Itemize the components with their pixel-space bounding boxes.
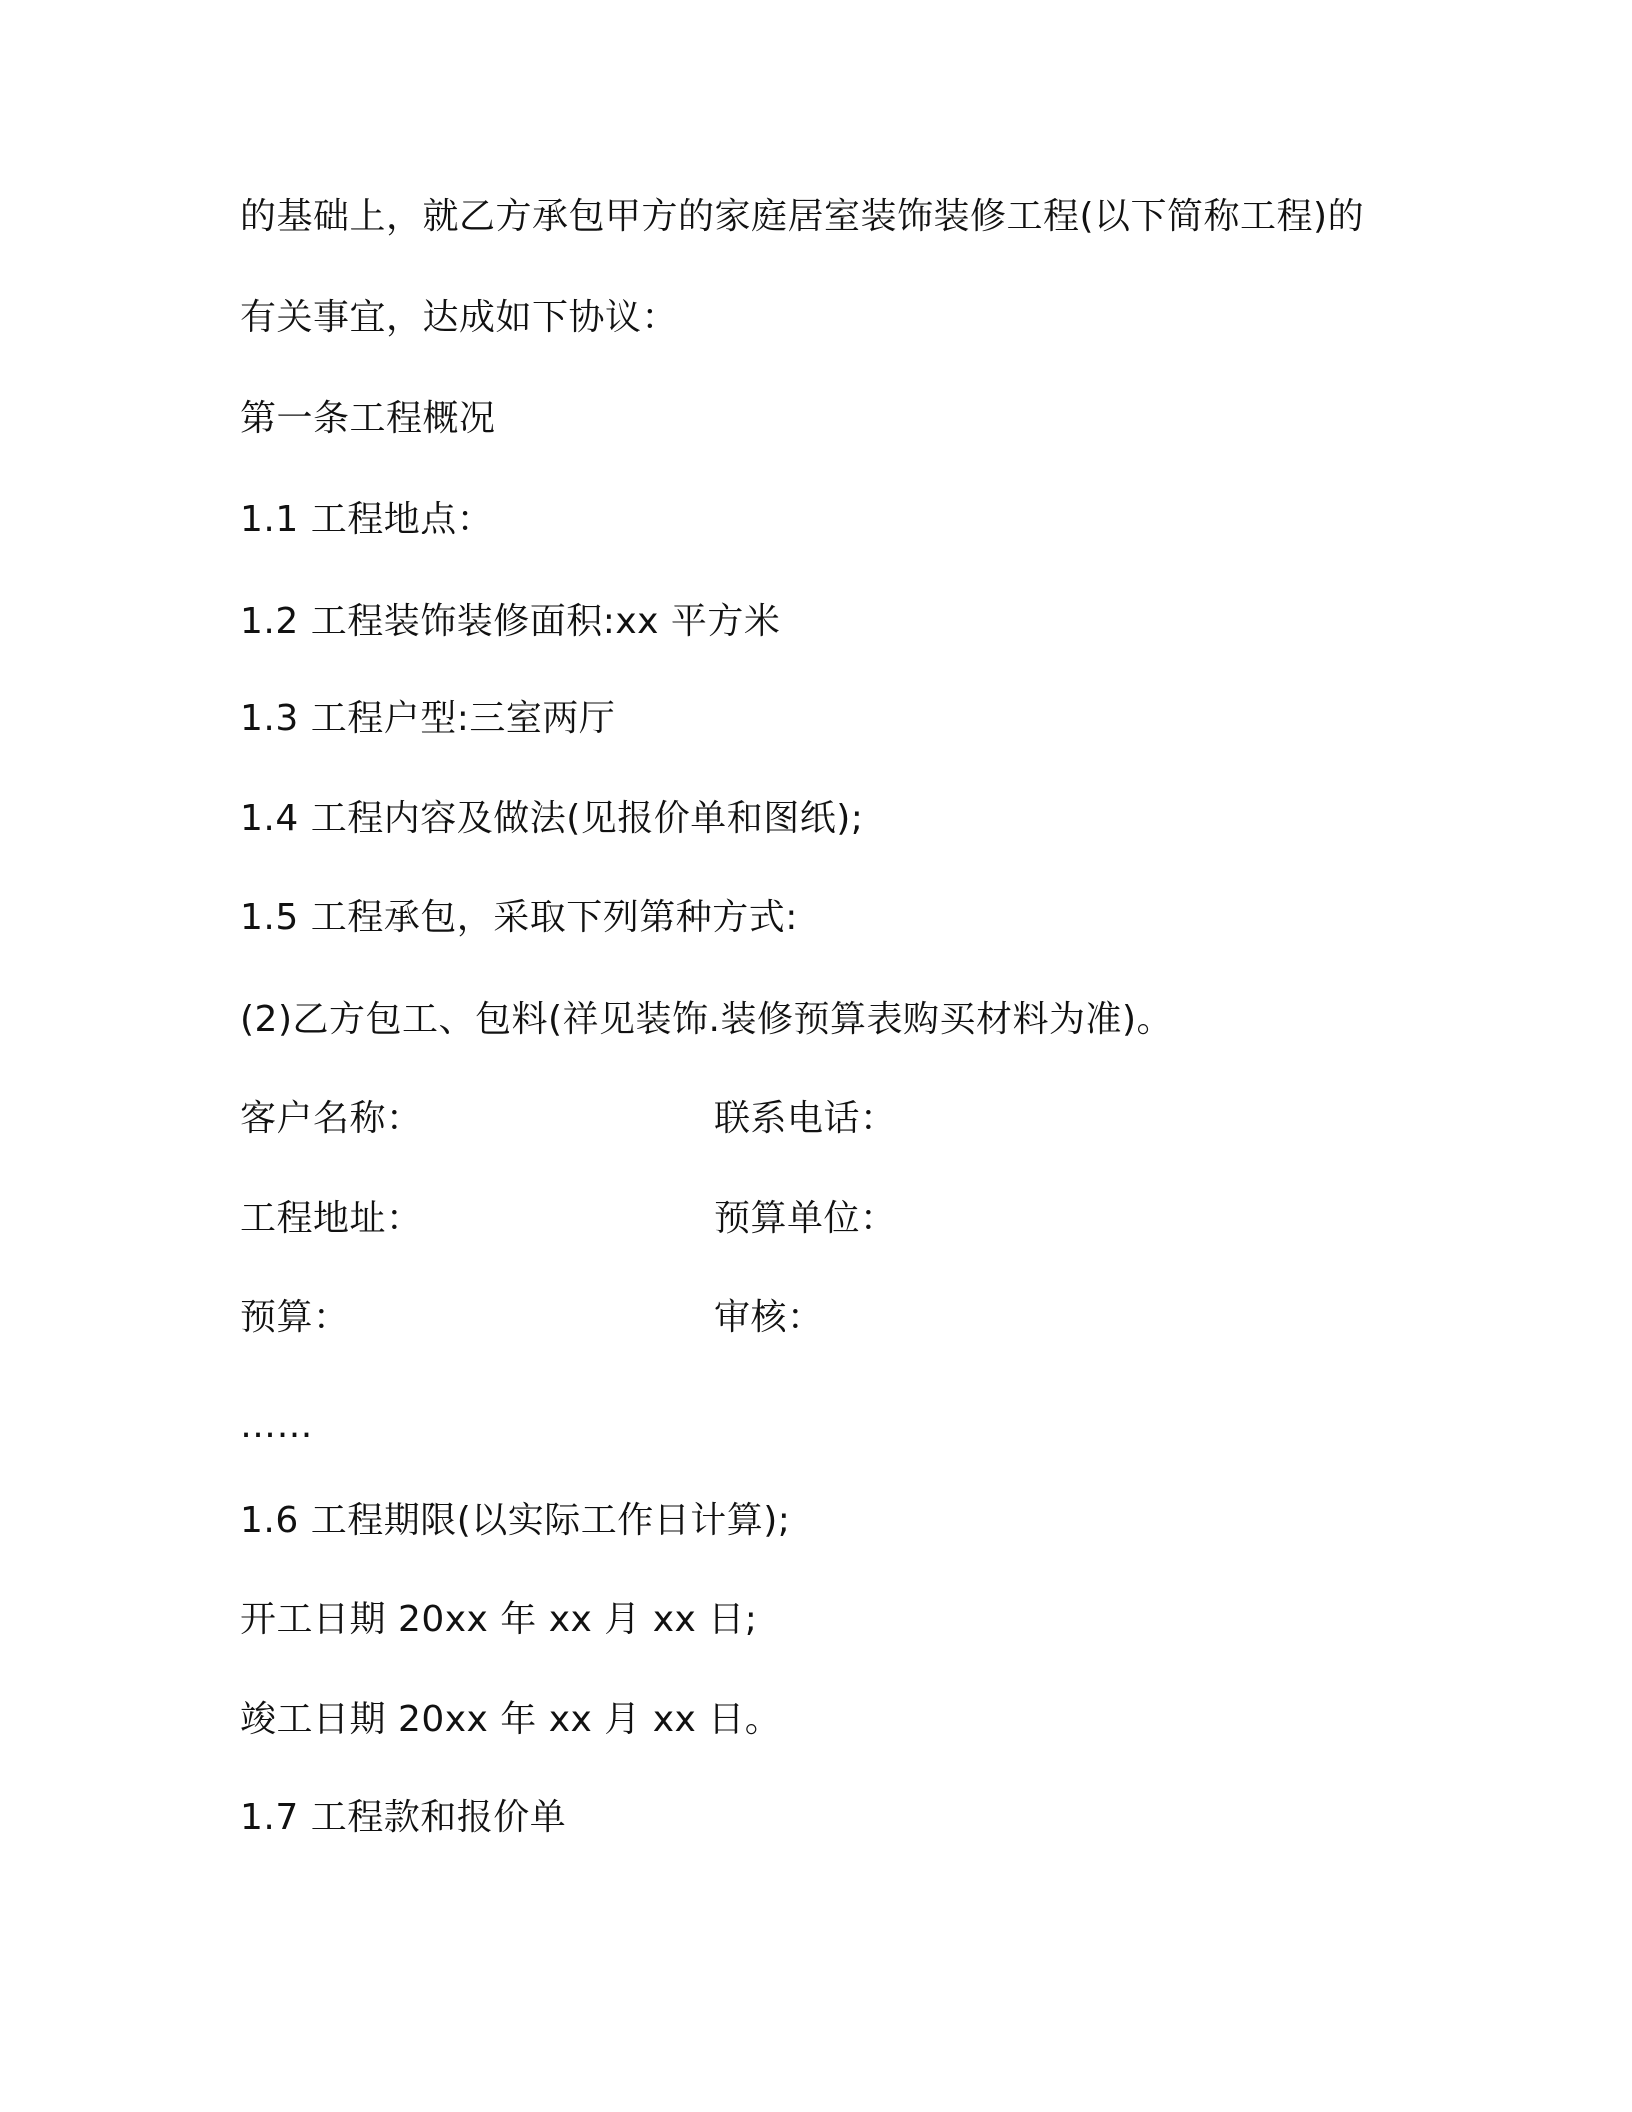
project-address-label: 工程地址：	[240, 1198, 423, 1239]
start-date-line: 开工日期 20xx 年 xx 月 xx 日;	[240, 1599, 758, 1640]
review-label: 审核：	[714, 1297, 824, 1338]
ellipsis: ……	[240, 1405, 313, 1446]
clause-1-5: 1.5 工程承包，采取下列第种方式:	[240, 897, 798, 938]
clause-1-3: 1.3 工程户型:三室两厅	[240, 698, 616, 739]
paragraph-line: 有关事宜，达成如下协议：	[240, 297, 679, 338]
clause-1-4: 1.4 工程内容及做法(见报价单和图纸);	[240, 798, 864, 839]
budget-unit-label: 预算单位：	[714, 1198, 897, 1239]
clause-1-7: 1.7 工程款和报价单	[240, 1797, 567, 1838]
completion-date-line: 竣工日期 20xx 年 xx 月 xx 日。	[240, 1699, 782, 1740]
customer-name-label: 客户名称：	[240, 1098, 423, 1139]
clause-1-6: 1.6 工程期限(以实际工作日计算);	[240, 1500, 791, 1541]
contact-phone-label: 联系电话：	[714, 1098, 897, 1139]
clause-1-5-option-2: (2)乙方包工、包料(祥见装饰.装修预算表购买材料为准)。	[240, 999, 1174, 1040]
section-heading: 第一条工程概况	[240, 398, 496, 439]
clause-1-1: 1.1 工程地点：	[240, 499, 494, 540]
budget-label: 预算：	[240, 1297, 350, 1338]
paragraph-line: 的基础上，就乙方承包甲方的家庭居室装饰装修工程(以下简称工程)的	[240, 196, 1365, 237]
clause-1-2: 1.2 工程装饰装修面积:xx 平方米	[240, 601, 781, 642]
